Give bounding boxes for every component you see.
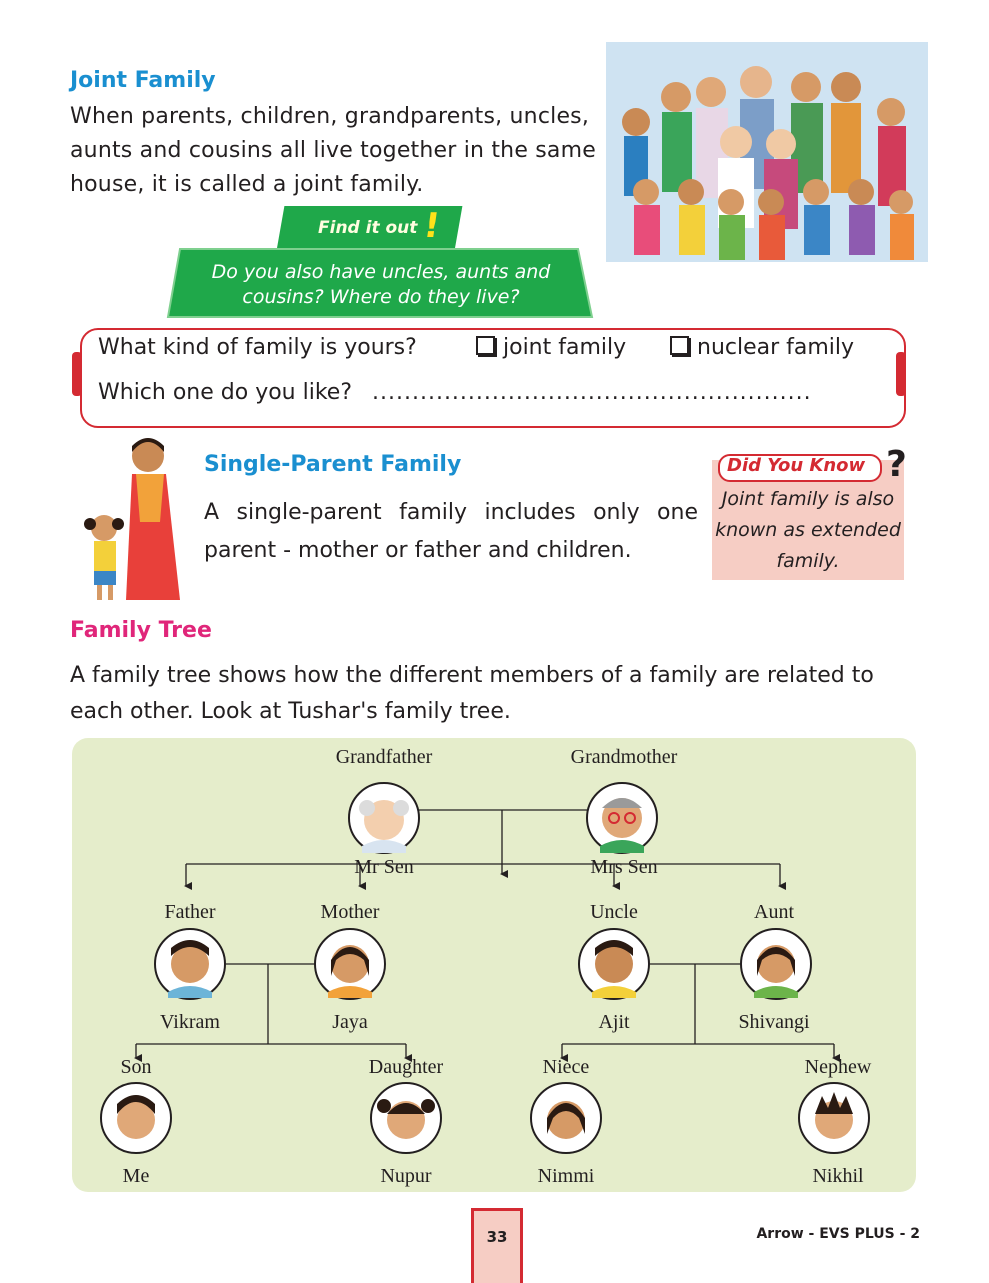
find-it-out-label: Find it out [318, 218, 418, 238]
nephew-role: Nephew [804, 1056, 872, 1078]
preference-question: Which one do you like? [98, 380, 352, 405]
uncle-role: Uncle [590, 901, 638, 923]
niece-portrait [531, 1083, 601, 1153]
daughter-portrait [371, 1083, 441, 1153]
family-tree-intro: A family tree shows how the different members of a family are related to each other. Look at Tushar's family tree. [70, 663, 874, 724]
exclamation-icon: ! [421, 206, 443, 246]
grandmother-portrait [587, 783, 657, 853]
uncle-name: Ajit [598, 1011, 630, 1033]
box-tab-right [896, 352, 906, 396]
single-parent-text: A single-parent family includes only one parent - mother or father and children. [204, 500, 698, 563]
joint-family-option[interactable] [476, 335, 626, 360]
joint-family-illustration [606, 42, 928, 262]
son-portrait [101, 1083, 171, 1153]
joint-family-heading: Joint Family [70, 68, 216, 93]
family-tree-connectors [72, 738, 916, 1192]
mother-daughter-illustration [76, 432, 196, 602]
mother-portrait [315, 929, 385, 999]
son-role: Son [120, 1056, 152, 1078]
grandfather-portrait [349, 783, 419, 853]
family-type-question: What kind of family is yours? [98, 335, 417, 360]
father-name: Vikram [160, 1011, 220, 1033]
joint-family-option-label: joint family [503, 335, 627, 360]
grandfather-role: Grandfather [335, 746, 433, 768]
niece-name: Nimmi [537, 1165, 595, 1187]
checkbox-icon[interactable] [476, 336, 495, 355]
did-you-know-label: Did You Know [727, 455, 866, 476]
nuclear-family-option-label: nuclear family [697, 335, 855, 360]
box-tab-left [72, 352, 82, 396]
daughter-role: Daughter [368, 1056, 444, 1078]
father-role: Father [164, 901, 216, 923]
father-portrait [155, 929, 225, 999]
mother-role: Mother [320, 901, 380, 923]
grandmother-name: Mrs Sen [590, 856, 658, 878]
nephew-name: Nikhil [812, 1165, 864, 1187]
daughter-name: Nupur [380, 1165, 432, 1187]
question-mark-icon: ? [886, 444, 907, 485]
single-parent-heading: Single-Parent Family [204, 452, 462, 477]
aunt-name: Shivangi [738, 1011, 810, 1033]
did-you-know-text: Joint family is also known as extended family. [715, 488, 901, 572]
nephew-portrait [799, 1083, 869, 1153]
joint-family-text: When parents, children, grandparents, uncles, aunts and cousins all live together in the same house, it is called a joint family. [70, 104, 596, 197]
book-title-footer: Arrow - EVS PLUS - 2 [756, 1226, 920, 1242]
checkbox-icon[interactable] [670, 336, 689, 355]
aunt-role: Aunt [754, 901, 794, 923]
niece-role: Niece [542, 1056, 590, 1078]
uncle-portrait [579, 929, 649, 999]
page-number: 33 [486, 1228, 508, 1246]
mother-name: Jaya [332, 1011, 368, 1033]
find-it-out-question: Do you also have uncles, aunts and cousins? Where do they live? [211, 261, 551, 308]
aunt-portrait [741, 929, 811, 999]
grandmother-role: Grandmother [570, 746, 678, 768]
grandfather-name: Mr Sen [354, 856, 414, 878]
answer-blank[interactable]: ....................................................... [372, 380, 812, 405]
family-tree-heading: Family Tree [70, 618, 212, 643]
nuclear-family-option[interactable] [670, 335, 854, 360]
son-name: Me [122, 1165, 150, 1187]
